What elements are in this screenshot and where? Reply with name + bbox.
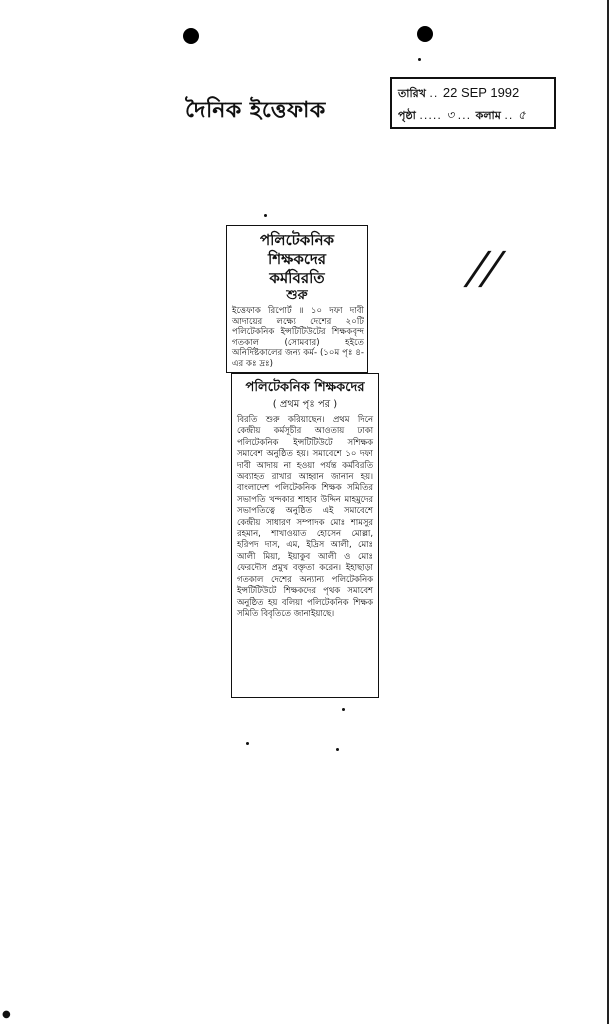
clipping-headline-line: শুরু xyxy=(286,288,308,303)
stamp-dots: .. xyxy=(429,87,443,100)
scan-speck xyxy=(336,748,339,751)
clipping-headline-line: কর্মবিরতি xyxy=(269,269,325,287)
scan-speck xyxy=(418,58,421,61)
continuation-subhead: ( প্রথম পৃঃ পর ) xyxy=(272,399,338,410)
stamp-column-value: ৫ xyxy=(517,108,526,122)
scan-speck xyxy=(264,214,267,217)
page-edge xyxy=(607,0,609,1024)
clipping-headline-line: শিক্ষকদের xyxy=(268,250,326,268)
handwritten-mark: // xyxy=(465,243,505,294)
stamp-page-label: পৃষ্ঠা xyxy=(398,109,416,122)
stamp-date-value: 22 SEP 1992 xyxy=(442,85,520,100)
stamp-page-value: ৩ xyxy=(446,108,455,122)
stamp-dots: .. xyxy=(504,109,518,122)
newspaper-name: দৈনিক ইত্তেফাক xyxy=(185,97,326,123)
clipping-headline-line: পলিটেকনিক xyxy=(259,231,335,249)
news-clipping-front xyxy=(226,225,368,373)
stamp-date-row xyxy=(398,85,519,104)
stamp-dots: ..... xyxy=(419,109,447,122)
scan-speck xyxy=(342,708,345,711)
continuation-body-text: বিরতি শুরু করিয়াছেন। প্রথম দিনে কেন্দ্রীয় কর্মসূচীর আওতায় ঢাকা পলিটেকনিক ইন্সটিটিউটে সশিক্ষক সমাবেশ অনুষ্ঠিত হয়। সমাবেশে ১০ দফা দাবী আদায় না হওয়া পর্যন্ত কর্মবিরতি অব্যাহত রাখার আহ্বান জানান হয়। বাংলাদেশ পলিটেকনিক শিক্ষক সমিতির সভাপতি খন্দকার শাহাব উদ্দিন মাহমুদের সভাপতিত্বে অনুষ্ঠিত এই সমাবেশে কেন্দ্রীয় সাধারণ সম্পাদক মোঃ শামসুর রহমান, শাখাওয়াত হোসেন মোল্লা, হরিপদ দাস, এম, ইদ্রিস আলী, মোঃ আলী মিয়া, ইয়াকুব আলী ও মোঃ ফেরদৌস প্রমুখ বক্তৃতা করেন। ইহাছাড়া গতকাল দেশের অন্যান্য পলিটেকনিক ইন্সটিটিউটে শিক্ষকদের পৃথক সমাবেশ অনুষ্ঠিত হয় বলিয়া পলিটেকনিক শিক্ষক সমিতি বিবৃতিতে জানাইয়াছে। xyxy=(237,414,373,618)
punch-hole-left xyxy=(183,28,199,44)
stamp-page-row xyxy=(398,107,526,127)
stamp-date-label: তারিখ xyxy=(398,87,426,100)
punch-hole-right xyxy=(417,26,433,42)
date-stamp xyxy=(390,77,556,129)
scan-corner-mark: ● xyxy=(2,1009,11,1020)
stamp-column-label: কলাম xyxy=(475,109,501,122)
clipping-body-text: ইত্তেফাক রিপোর্ট ॥ ১০ দফা দাবী আদায়ের লক্ষ্যে দেশের ২০টি পলিটেকনিক ইন্সটিটিউটের শিক্ষকবৃন্দ গতকাল (সোমবার) হইতে অনির্দিষ্টকালের জন্য কর্ম- (১০ম পৃঃ ৪-এর কঃ দ্রঃ) xyxy=(232,306,364,369)
scan-speck xyxy=(246,742,249,745)
continuation-headline: পলিটেকনিক শিক্ষকদের xyxy=(245,380,365,395)
news-clipping-continuation xyxy=(231,373,379,698)
stamp-dots: ... xyxy=(457,109,476,122)
